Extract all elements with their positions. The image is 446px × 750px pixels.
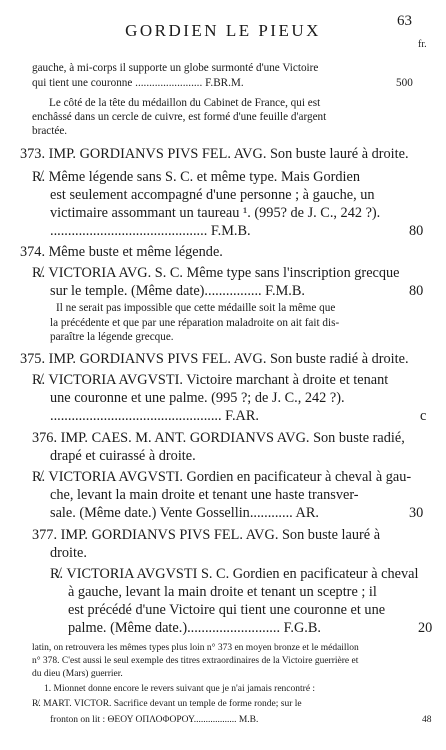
text-line: ............................................ F.M.B.: [50, 223, 251, 239]
price-value: 48: [422, 715, 432, 725]
text-line: 377. IMP. GORDIANVS PIVS FEL. AVG. Son buste lauré à: [32, 527, 381, 543]
text-line: du dieu (Mars) guerrier.: [32, 669, 123, 679]
text-line: R̸. VICTORIA AVGVSTI. Victoire marchant à droite et tenant: [32, 372, 389, 388]
text-line: 374. Même buste et même légende.: [20, 244, 223, 260]
price-value: 80: [409, 283, 424, 299]
text-line: Le côté de la tête du médaillon du Cabinet de France, qui est: [49, 97, 321, 109]
text-line: 376. IMP. CAES. M. ANT. GORDIANVS AVG. Son buste radié,: [32, 430, 405, 446]
text-line: R̸. VICTORIA AVGVSTI. Gordien en pacificateur à cheval à gau-: [32, 469, 412, 485]
text-line: à gauche, levant la main droite et tenant un sceptre ; il: [68, 584, 377, 600]
text-line: R̸. Même légende sans S. C. et même type. Mais Gordien: [32, 169, 360, 185]
text-line: latin, on retrouvera les mêmes types plus loin n° 373 en moyen bronze et le médaillon: [32, 643, 359, 653]
text-line: sur le temple. (Même date)................ F.M.B.: [50, 283, 305, 299]
text-line: R̸. VICTORIA AVGVSTI S. C. Gordien en pacificateur à cheval: [50, 566, 419, 582]
text-line: R̸. MART. VICTOR. Sacrifice devant un temple de forme ronde; sur le: [32, 699, 302, 709]
price-value: 30: [409, 505, 424, 521]
text-line: droite.: [50, 545, 87, 561]
text-line: n° 378. C'est aussi le seul exemple des titres extraordinaires de la Victoire guerrière et: [32, 656, 359, 666]
text-line: fronton on lit : ΘΕΟΥ ΟΠΛΟΦΟΡΟΥ.................. M.B.: [50, 715, 259, 725]
text-line: gauche, à mi-corps il supporte un globe surmonté d'une Victoire: [32, 62, 319, 74]
price-value: c: [420, 408, 427, 424]
text-line: une couronne et une palme. (995 ?; de J. C., 242 ?).: [50, 390, 345, 406]
text-line: R̸. VICTORIA AVG. S. C. Même type sans l'inscription grecque: [32, 265, 400, 281]
currency-label: fr.: [418, 39, 427, 50]
text-line: qui tient une couronne ........................ F.BR.M.: [32, 77, 244, 89]
text-line: bractée.: [32, 125, 68, 137]
text-line: palme. (Même date.).......................... F.G.B.: [68, 620, 321, 636]
text-line: est précédé d'une Victoire qui tient une couronne et une: [68, 602, 386, 618]
text-line: victimaire assommant un taureau ¹. (995? de J. C., 242 ?).: [50, 205, 381, 221]
price-value: 20: [418, 620, 433, 636]
text-line: Il ne serait pas impossible que cette médaille soit la même que: [56, 302, 336, 314]
page-number: 63: [397, 13, 412, 29]
text-line: drapé et cuirassé à droite.: [50, 448, 196, 464]
text-line: enchâssé dans un cercle de cuivre, est formé d'une feuille d'argent: [32, 111, 327, 123]
text-line: 1. Mionnet donne encore le revers suivant que je n'ai jamais rencontré :: [44, 684, 316, 694]
price-value: 500: [396, 77, 413, 89]
text-line: la précédente et que par une réparation maladroite on ait fait dis-: [50, 317, 340, 329]
text-line: sale. (Même date.) Vente Gossellin............ AR.: [50, 505, 319, 521]
text-line: ................................................ F.AR.: [50, 408, 259, 424]
text-line: est seulement accompagné d'une personne ; à gauche, un: [50, 187, 375, 203]
text-line: paraître la légende grecque.: [50, 331, 174, 343]
text-line: 373. IMP. GORDIANVS PIVS FEL. AVG. Son buste lauré à droite.: [20, 146, 409, 162]
price-value: 80: [409, 223, 424, 239]
text-line: che, levant la main droite et tenant une haste transver-: [50, 487, 359, 503]
text-line: 375. IMP. GORDIANVS PIVS FEL. AVG. Son buste radié à droite.: [20, 351, 409, 367]
page-title: GORDIEN LE PIEUX: [125, 21, 321, 40]
